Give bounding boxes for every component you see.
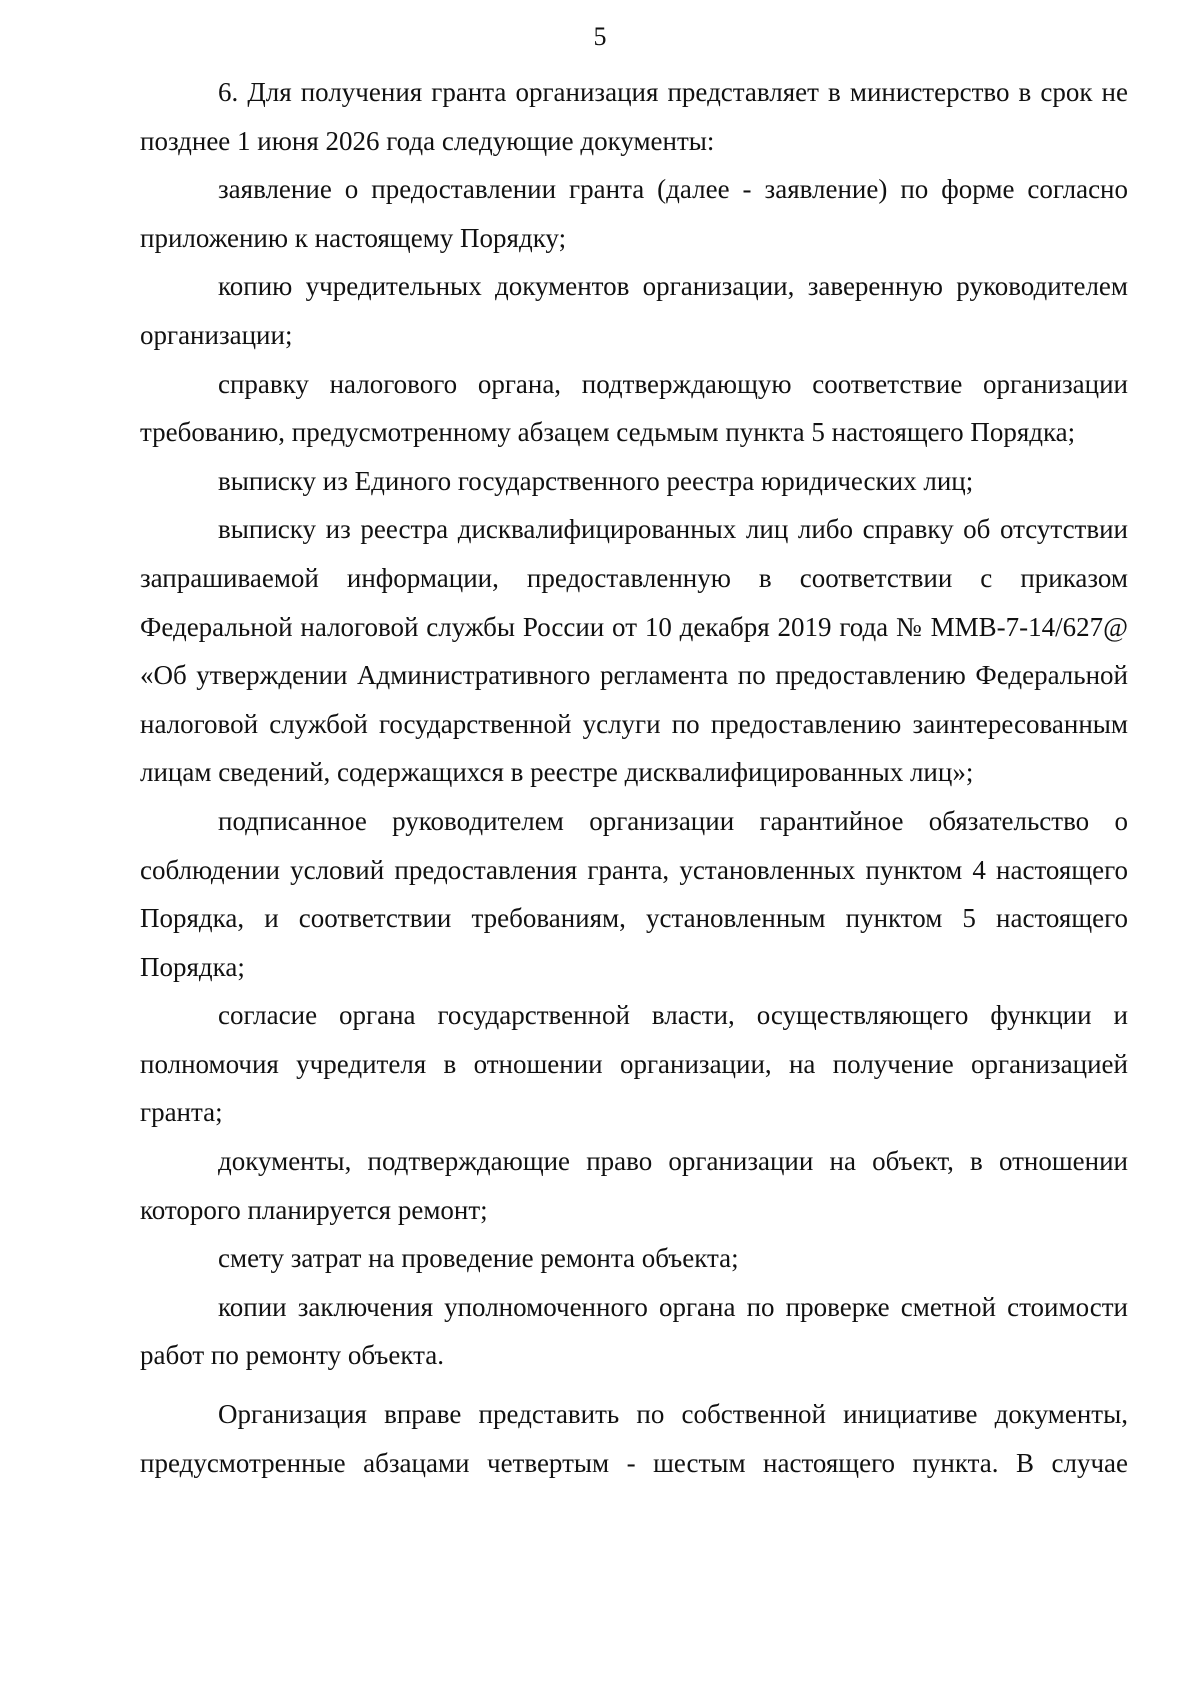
paragraph-founder-consent: согласие органа государственной власти, осуществляющего функции и полномочия учредителя в отношении организации, на получение организацией гранта; — [140, 1000, 1128, 1128]
paragraph-property-rights: документы, подтверждающие право организации на объект, в отношении которого планируется ремонт; — [140, 1146, 1128, 1225]
paragraph-documents-intro: 6. Для получения гранта организация представляет в министерство в срок не позднее 1 июня 2026 года следующие документы: — [140, 77, 1128, 156]
paragraph-optional-documents: Организация вправе представить по собственной инициативе документы, предусмотренные абзацами четвертым - шестым настоящего пункта. В случае — [140, 1399, 1128, 1478]
paragraph-tax-certificate: справку налогового органа, подтверждающую соответствие организации требованию, предусмотренному абзацем седьмым пункта 5 настоящего Порядка; — [140, 368, 1128, 448]
paragraph-charter-copy: копию учредительных документов организации, заверенную руководителем организации; — [140, 271, 1128, 350]
paragraph-guarantee-obligation: подписанное руководителем организации гарантийное обязательство о соблюдении условий предоставления гранта, установленных пунктом 4 настоящего Порядка, и соответствии требованиям, установленным пунктом 5 настоящего Порядка; — [140, 805, 1128, 982]
paragraph-cost-estimate: смету затрат на проведение ремонта объекта; — [218, 1243, 739, 1274]
page-number: 5 — [593, 22, 607, 51]
paragraph-estimate-conclusion: копии заключения уполномоченного органа по проверке сметной стоимости работ по ремонту объекта. — [140, 1291, 1128, 1371]
paragraph-application: заявление о предоставлении гранта (далее - заявление) по форме согласно приложению к настоящему Порядку; — [140, 174, 1128, 253]
paragraph-disqualified-registry: выписку из реестра дисквалифицированных лиц либо справку об отсутствии запрашиваемой информации, предоставленную в соответствии с приказом Федеральной налоговой службы России от 10 декабря 2019 года № ММВ-7-14/627@ «Об утверждении Административного регламента по предоставлению Федеральной налоговой службой государственной услуги по предоставлению заинтересованным лицам сведений, содержащихся в реестре дисквалифицированных лиц»; — [140, 514, 1128, 788]
document-body — [140, 68, 1128, 1487]
paragraph-egrul-extract: выписку из Единого государственного реестра юридических лиц; — [218, 465, 974, 496]
